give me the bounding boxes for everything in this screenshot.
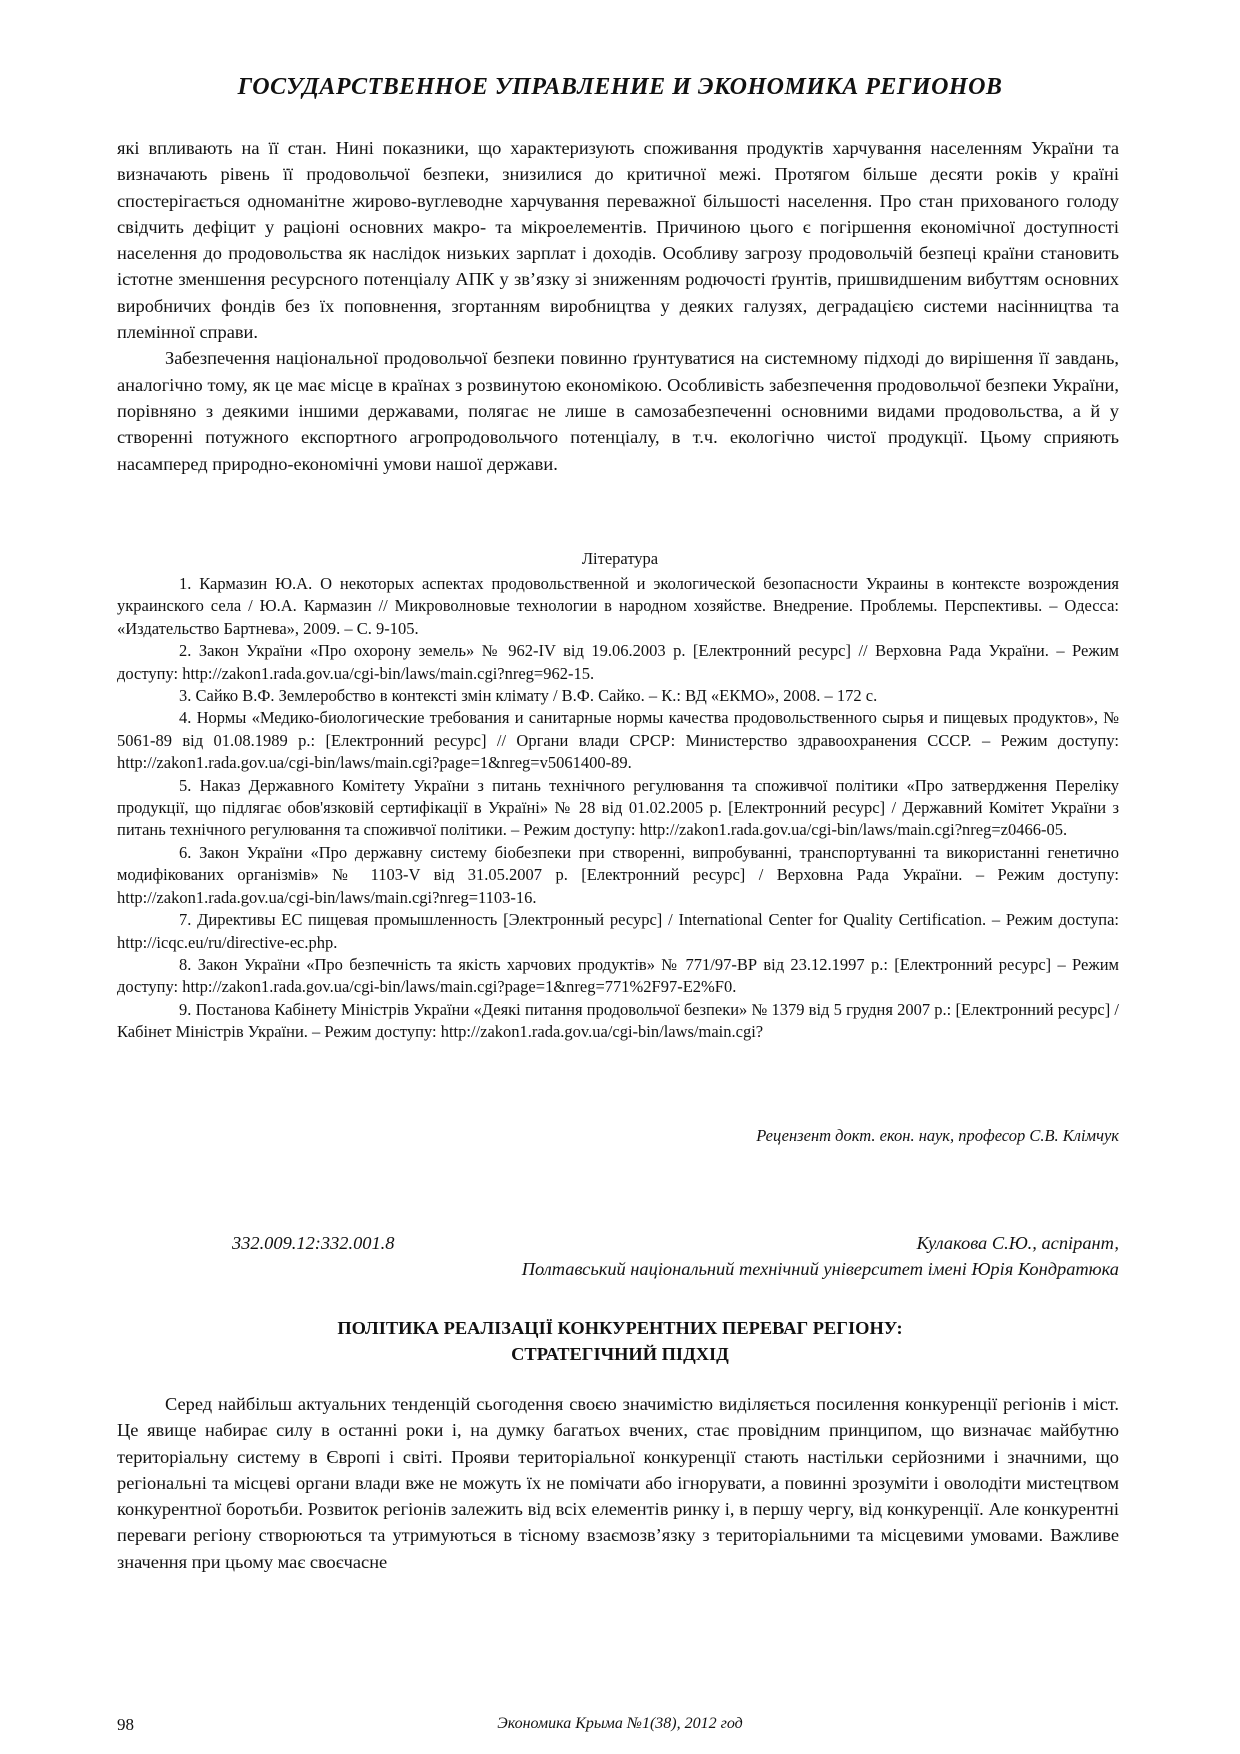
reference-item: 8. Закон України «Про безпечність та якість харчових продуктів» № 771/97-ВР від 23.12.1997 р.: [Електронний ресурс] – Режим доступу: http://zakon1.rada.gov.ua/cgi-bin/laws/main.cgi?page=1&nreg=771%2F97-E2%F0. [117, 954, 1119, 997]
running-title: ГОСУДАРСТВЕННОЕ УПРАВЛЕНИЕ И ЭКОНОМИКА РЕГИОНОВ [237, 74, 1003, 100]
body-paragraph: Серед найбільш актуальних тенденцій сьогодення своєю значимістю виділяється посилення конкуренції регіонів і міст. Це явище набирає силу в останні роки і, на думку багатьох вчених, стає провідним принципом, що визначає майбутню територіальну систему в Європі і світі. Прояви територіальної конкуренції стають настільки серйозними і значними, що регіональні та місцеві органи влади вже не можуть їх не помічати або ігнорувати, а повинні зрозуміти і оволодіти мистецтвом конкурентної боротьби. Розвиток регіонів залежить від всіх елементів ринку і, в першу чергу, від конкуренції. Але конкурентні переваги регіону створюються та утримуються в тісному взаємозв’язку з територіальними та місцевими умовами. Важливе значення при цьому має своєчасне [117, 1394, 1119, 1572]
reference-item: 2. Закон України «Про охорону земель» № 962-IV від 19.06.2003 р. [Електронний ресурс] // Верховна Рада України. – Режим доступу: http://zakon1.rada.gov.ua/cgi-bin/laws/main.cgi?nreg=962-15. [117, 641, 1119, 683]
references-heading: Література [581, 549, 659, 568]
body-paragraph: які впливають на її стан. Нині показники, що характеризують споживання продуктів харчування населенням України та визначають рівень її продовольчої безпеки, знизилися до критичної межі. Протягом більше десяти років у країні спостерігається одноманітне жирово-вуглеводне харчування переважної більшості населення. Про стан прихованого голоду свідчить дефіцит у раціоні основних макро- та мікроелементів. Причиною цього є погіршення економічної доступності населення до продовольства як наслідок низьких зарплат і доходів. Особливу загрозу продовольчій безпеці країни становить істотне зменшення ресурсного потенціалу АПК у зв’язку зі зниженням родючості ґрунтів, пришвидшеним вибуттям основних виробничих фондів без їх поповнення, згортанням виробництва у деяких галузях, деградацією системи насінництва та племінної справи. [117, 138, 1119, 343]
author-line: Кулакова С.Ю., аспірант, [916, 1233, 1119, 1253]
article2-body [117, 1391, 1119, 1575]
affiliation-line: Полтавський національний технічний університет імені Юрія Кондратюка [521, 1259, 1119, 1279]
body-paragraph: Забезпечення національної продовольчої безпеки повинно ґрунтуватися на системному підході до вирішення її завдань, аналогічно тому, як це має місце в країнах з розвинутою економікою. Особливість забезпечення продовольчої безпеки України, порівняно з деякими іншими державами, полягає не лише в самозабезпеченні основними видами продовольства, а й у створенні потужного експортного агропродовольчого потенціалу, в т.ч. екологічно чистої продукції. Цьому сприяють насамперед природно-економічні умови нашої держави. [117, 348, 1119, 474]
article-title-line: ПОЛІТИКА РЕАЛІЗАЦІЇ КОНКУРЕНТНИХ ПЕРЕВАГ РЕГІОНУ: [337, 1318, 903, 1338]
reference-item: 6. Закон України «Про державну систему біобезпеки при створенні, випробуванні, транспортуванні та використанні генетично модифікованих організмів» № 1103-V від 31.05.2007 р. [Електронний ресурс] / Верховна Рада України. – Режим доступу: http://zakon1.rada.gov.ua/cgi-bin/laws/main.cgi?nreg=1103-16. [117, 842, 1119, 907]
article1-body [117, 135, 1119, 477]
reference-item: 9. Постанова Кабінету Міністрів України «Деякі питання продовольчої безпеки» № 1379 від 5 грудня 2007 р.: [Електронний ресурс] /Кабінет Міністрів України. – Режим доступу: http://zakon1.rada.gov.ua/cgi-bin/laws/main.cgi? [117, 999, 1119, 1042]
reference-item: 5. Наказ Державного Комітету України з питань технічного регулювання та споживчої політики «Про затвердження Переліку продукції, що підлягає обов'язковій сертифікації в Україні» № 28 від 01.02.2005 р. [Електронний ресурс] / Державний Комітет України з питань технічного регулювання та споживчої політики. – Режим доступу: http://zakon1.rada.gov.ua/cgi-bin/laws/main.cgi?nreg=z0466-05. [117, 775, 1119, 840]
udc-code: 332.009.12:332.001.8 [232, 1233, 395, 1253]
reference-item: 4. Нормы «Медико-биологические требования и санитарные нормы качества продовольственного сырья и пищевых продуктов», № 5061-89 від 01.08.1989 р.: [Електронний ресурс] // Органи влади СРСР: Министерство здравоохранения СССР. – Режим доступу: http://zakon1.rada.gov.ua/cgi-bin/laws/main.cgi?page=1&nreg=v5061400-89. [117, 708, 1119, 773]
references-list [117, 573, 1119, 1044]
reference-item: 1. Кармазин Ю.А. О некоторых аспектах продовольственной и экологической безопасности Украины в контексте возрождения украинского села / Ю.А. Кармазин // Микроволновые технологии в народном хозяйстве. Внедрение. Проблемы. Перспективы. – Одесса: «Издательство Бартнева», 2009. – С. 9-105. [117, 574, 1119, 638]
reviewer-note: Рецензент докт. екон. наук, професор С.В. Клімчук [756, 1126, 1119, 1145]
reference-item: 7. Директивы ЕС пищевая промышленность [Электронный ресурс] / International Center for Quality Certification. – Режим доступа: http://icqc.eu/ru/directive-ec.php. [117, 910, 1119, 952]
journal-footer: Экономика Крыма №1(38), 2012 год [497, 1715, 743, 1732]
article-title-line: СТРАТЕГІЧНИЙ ПІДХІД [511, 1344, 729, 1364]
reference-item: 3. Сайко В.Ф. Землеробство в контексті змін клімату / В.Ф. Сайко. – К.: ВД «ЕКМО», 2008. – 172 с. [179, 686, 878, 706]
page-number: 98 [117, 1715, 134, 1734]
article-title [0, 1315, 1240, 1367]
